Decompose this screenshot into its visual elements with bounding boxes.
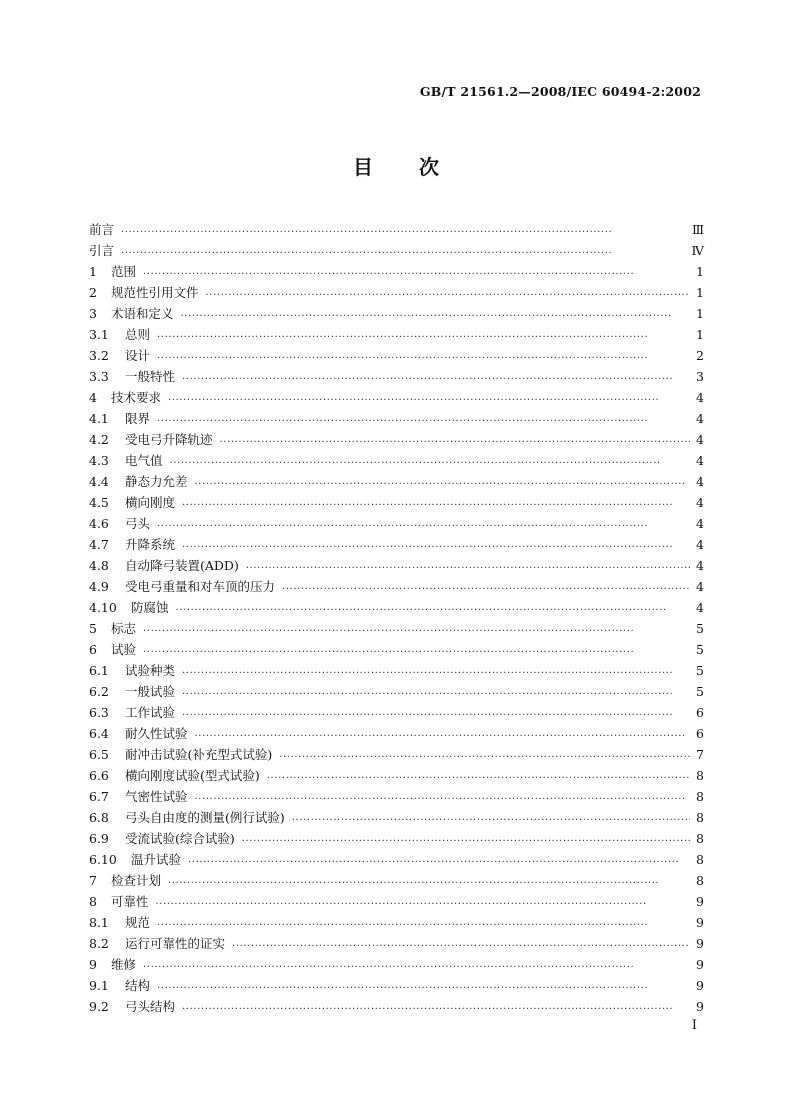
toc-entry-number: 8 (89, 894, 97, 909)
dot-leader (195, 723, 690, 744)
toc-entry[interactable] (89, 471, 704, 492)
toc-entry-label: 横向刚度试验(型式试验) (125, 768, 260, 783)
toc-entry-page: 5 (696, 642, 704, 657)
toc-entry-label: 电气值 (125, 453, 163, 468)
toc-entry-number: 4.8 (89, 558, 109, 573)
toc-entry-number: 4.7 (89, 537, 109, 552)
toc-entry-number: 9 (89, 957, 97, 972)
toc-entry[interactable] (89, 996, 704, 1017)
toc-entry-label: 静态力允差 (125, 474, 188, 489)
toc-entry-label: 技术要求 (111, 390, 162, 405)
toc-entry[interactable] (89, 702, 704, 723)
toc-entry-label: 总则 (125, 327, 151, 342)
toc-entry-page: 9 (696, 915, 704, 930)
toc-entry-label: 耐久性试验 (125, 726, 188, 741)
toc-entry-page: Ⅳ (691, 243, 704, 258)
toc-entry-label: 弓头 (125, 516, 151, 531)
dot-leader (232, 933, 690, 954)
dot-leader (168, 870, 690, 891)
toc-entry-page: 9 (696, 999, 704, 1014)
toc-entry-number: 6.10 (89, 852, 117, 867)
toc-entry-label: 受流试验(综合试验) (125, 831, 235, 846)
dot-leader (182, 660, 690, 681)
toc-entry-page: 1 (696, 264, 704, 279)
title-char-1: 目 (353, 155, 373, 179)
page-title (0, 151, 792, 180)
toc-entry-number: 4.3 (89, 453, 109, 468)
toc-entry-page: 1 (696, 327, 704, 342)
toc-entry-page: 3 (696, 369, 704, 384)
toc-entry[interactable] (89, 282, 704, 303)
toc-entry-number: 6 (89, 642, 97, 657)
toc-entry-page: 8 (696, 789, 704, 804)
dot-leader (143, 639, 690, 660)
toc-entry-page: 2 (696, 348, 704, 363)
toc-entry[interactable] (89, 576, 704, 597)
toc-entry-page: 4 (696, 474, 704, 489)
toc-entry-page: 8 (696, 768, 704, 783)
toc-entry-page: 4 (696, 453, 704, 468)
toc-entry-number: 9.2 (89, 999, 109, 1014)
toc-entry[interactable] (89, 597, 704, 618)
dot-leader (182, 702, 690, 723)
toc-entry-page: 4 (696, 600, 704, 615)
dot-leader (168, 387, 690, 408)
toc-entry-number: 4.9 (89, 579, 109, 594)
toc-entry[interactable] (89, 681, 704, 702)
toc-entry-label: 气密性试验 (125, 789, 188, 804)
toc-entry-page: 9 (696, 957, 704, 972)
toc-entry-number: 6.6 (89, 768, 109, 783)
toc-entry[interactable] (89, 261, 704, 282)
toc-entry-number: 1 (89, 264, 97, 279)
dot-leader (182, 366, 690, 387)
dot-leader (246, 555, 690, 576)
toc-entry-page: 4 (696, 537, 704, 552)
toc-entry-label: 耐冲击试验(补充型式试验) (125, 747, 273, 762)
toc-entry-page: 4 (696, 390, 704, 405)
toc-entry[interactable] (89, 366, 704, 387)
toc-entry-page: 6 (696, 705, 704, 720)
toc-entry[interactable] (89, 786, 704, 807)
toc-entry-label: 术语和定义 (111, 306, 174, 321)
toc-entry-page: 1 (696, 306, 704, 321)
dot-leader (195, 471, 690, 492)
toc-entry-label: 规范 (125, 915, 151, 930)
toc-entry-number: 3.1 (89, 327, 109, 342)
toc-entry-label: 前言 (89, 222, 115, 237)
toc-entry[interactable] (89, 324, 704, 345)
dot-leader (182, 534, 690, 555)
toc-entry-page: 8 (696, 873, 704, 888)
toc-entry-page: 4 (696, 432, 704, 447)
toc-entry-label: 范围 (111, 264, 137, 279)
toc-entry-label: 弓头自由度的测量(例行试验) (125, 810, 285, 825)
toc-entry-label: 一般特性 (125, 369, 176, 384)
toc-entry[interactable] (89, 555, 704, 576)
toc-entry-label: 温升试验 (131, 852, 182, 867)
toc-entry-page: 8 (696, 852, 704, 867)
dot-leader (279, 744, 690, 765)
toc-entry-page: 9 (696, 978, 704, 993)
toc-entry[interactable] (89, 891, 704, 912)
toc-entry-number: 5 (89, 621, 97, 636)
toc-entry-number: 6.1 (89, 663, 109, 678)
toc-entry-label: 工作试验 (125, 705, 176, 720)
dot-leader (157, 408, 690, 429)
toc-entry-number: 3 (89, 306, 97, 321)
dot-leader (292, 807, 690, 828)
toc-entry-number: 3.3 (89, 369, 109, 384)
toc-entry-number: 7 (89, 873, 97, 888)
toc-entry-number: 9.1 (89, 978, 109, 993)
toc-entry-page: 8 (696, 831, 704, 846)
toc-entry-label: 维修 (111, 957, 137, 972)
dot-leader (267, 765, 690, 786)
toc-entry-number: 4.10 (89, 600, 117, 615)
toc-entry-label: 防腐蚀 (131, 600, 169, 615)
dot-leader (206, 282, 690, 303)
toc-entry[interactable] (89, 240, 704, 261)
toc-entry-label: 可靠性 (111, 894, 149, 909)
toc-entry-page: 8 (696, 810, 704, 825)
dot-leader (182, 492, 690, 513)
toc-entry-page: 5 (696, 684, 704, 699)
dot-leader (143, 261, 690, 282)
dot-leader (157, 345, 690, 366)
document-code: GB/T 21561.2—2008/IEC 60494-2:2002 (419, 84, 701, 99)
toc-entry-page: Ⅲ (691, 222, 704, 237)
toc-entry[interactable] (89, 639, 704, 660)
toc-entry[interactable] (89, 534, 704, 555)
toc-entry[interactable] (89, 219, 704, 240)
toc-entry-page: 4 (696, 558, 704, 573)
dot-leader (181, 303, 690, 324)
dot-leader (182, 681, 690, 702)
toc-entry[interactable] (89, 618, 704, 639)
toc-entry-number: 6.7 (89, 789, 109, 804)
toc-entry-label: 受电弓重量和对车顶的压力 (125, 579, 276, 594)
toc-entry-page: 4 (696, 411, 704, 426)
toc-entry[interactable] (89, 828, 704, 849)
toc-entry-page: 5 (696, 621, 704, 636)
toc-entry-number: 8.1 (89, 915, 109, 930)
toc-entry[interactable] (89, 513, 704, 534)
toc-entry-label: 弓头结构 (125, 999, 176, 1014)
toc-entry[interactable] (89, 933, 704, 954)
toc-entry[interactable] (89, 387, 704, 408)
toc-entry[interactable] (89, 954, 704, 975)
toc-entry-page: 9 (696, 936, 704, 951)
toc-entry[interactable] (89, 870, 704, 891)
dot-leader (242, 828, 690, 849)
toc-entry-label: 规范性引用文件 (111, 285, 199, 300)
toc-entry[interactable] (89, 912, 704, 933)
toc-entry-page: 6 (696, 726, 704, 741)
dot-leader (157, 324, 690, 345)
toc-entry-page: 9 (696, 894, 704, 909)
dot-leader (282, 576, 690, 597)
toc-entry-number: 4.2 (89, 432, 109, 447)
toc-entry[interactable] (89, 723, 704, 744)
dot-leader (157, 513, 690, 534)
toc-entry-label: 结构 (125, 978, 151, 993)
toc-entry-number: 6.2 (89, 684, 109, 699)
dot-leader (176, 597, 690, 618)
toc-entry[interactable] (89, 744, 704, 765)
toc-entry[interactable] (89, 660, 704, 681)
toc-entry[interactable] (89, 429, 704, 450)
toc-entry-number: 2 (89, 285, 97, 300)
toc-entry-page: 4 (696, 516, 704, 531)
toc-entry[interactable] (89, 303, 704, 324)
toc-entry-number: 6.8 (89, 810, 109, 825)
toc-entry-label: 自动降弓装置(ADD) (125, 558, 239, 573)
toc-entry-label: 限界 (125, 411, 151, 426)
toc-entry[interactable] (89, 765, 704, 786)
toc-entry-label: 一般试验 (125, 684, 176, 699)
toc-entry-label: 试验种类 (125, 663, 176, 678)
toc-entry-label: 标志 (111, 621, 137, 636)
toc-entry[interactable] (89, 408, 704, 429)
dot-leader (121, 219, 688, 240)
toc-entry[interactable] (89, 807, 704, 828)
dot-leader (143, 954, 690, 975)
toc-entry-page: 5 (696, 663, 704, 678)
table-of-contents (89, 219, 704, 1017)
dot-leader (121, 240, 687, 261)
toc-entry-page: 7 (696, 747, 704, 762)
toc-entry-number: 6.3 (89, 705, 109, 720)
toc-entry-number: 4.6 (89, 516, 109, 531)
dot-leader (195, 786, 690, 807)
page-number: I (691, 1018, 697, 1033)
toc-entry-number: 6.5 (89, 747, 109, 762)
toc-entry-page: 4 (696, 579, 704, 594)
toc-entry-label: 运行可靠性的证实 (125, 936, 226, 951)
toc-entry-number: 3.2 (89, 348, 109, 363)
title-char-2: 次 (419, 155, 439, 179)
toc-entry-label: 检查计划 (111, 873, 162, 888)
toc-entry-number: 4.5 (89, 495, 109, 510)
toc-entry-number: 6.9 (89, 831, 109, 846)
dot-leader (156, 891, 690, 912)
toc-entry-number: 6.4 (89, 726, 109, 741)
toc-entry[interactable] (89, 450, 704, 471)
dot-leader (188, 849, 690, 870)
toc-entry-label: 受电弓升降轨迹 (125, 432, 213, 447)
toc-entry[interactable] (89, 975, 704, 996)
toc-entry-label: 横向刚度 (125, 495, 176, 510)
dot-leader (143, 618, 690, 639)
toc-entry-number: 4.1 (89, 411, 109, 426)
toc-entry-page: 1 (696, 285, 704, 300)
toc-entry[interactable] (89, 345, 704, 366)
toc-entry-label: 试验 (111, 642, 137, 657)
toc-entry-number: 4.4 (89, 474, 109, 489)
toc-entry-number: 8.2 (89, 936, 109, 951)
toc-entry-number: 4 (89, 390, 97, 405)
dot-leader (182, 996, 690, 1017)
toc-entry-label: 设计 (125, 348, 151, 363)
toc-entry-label: 升降系统 (125, 537, 176, 552)
dot-leader (157, 912, 690, 933)
toc-entry-page: 4 (696, 495, 704, 510)
dot-leader (157, 975, 690, 996)
dot-leader (220, 429, 690, 450)
toc-entry-label: 引言 (89, 243, 115, 258)
dot-leader (170, 450, 690, 471)
toc-entry[interactable] (89, 849, 704, 870)
toc-entry[interactable] (89, 492, 704, 513)
